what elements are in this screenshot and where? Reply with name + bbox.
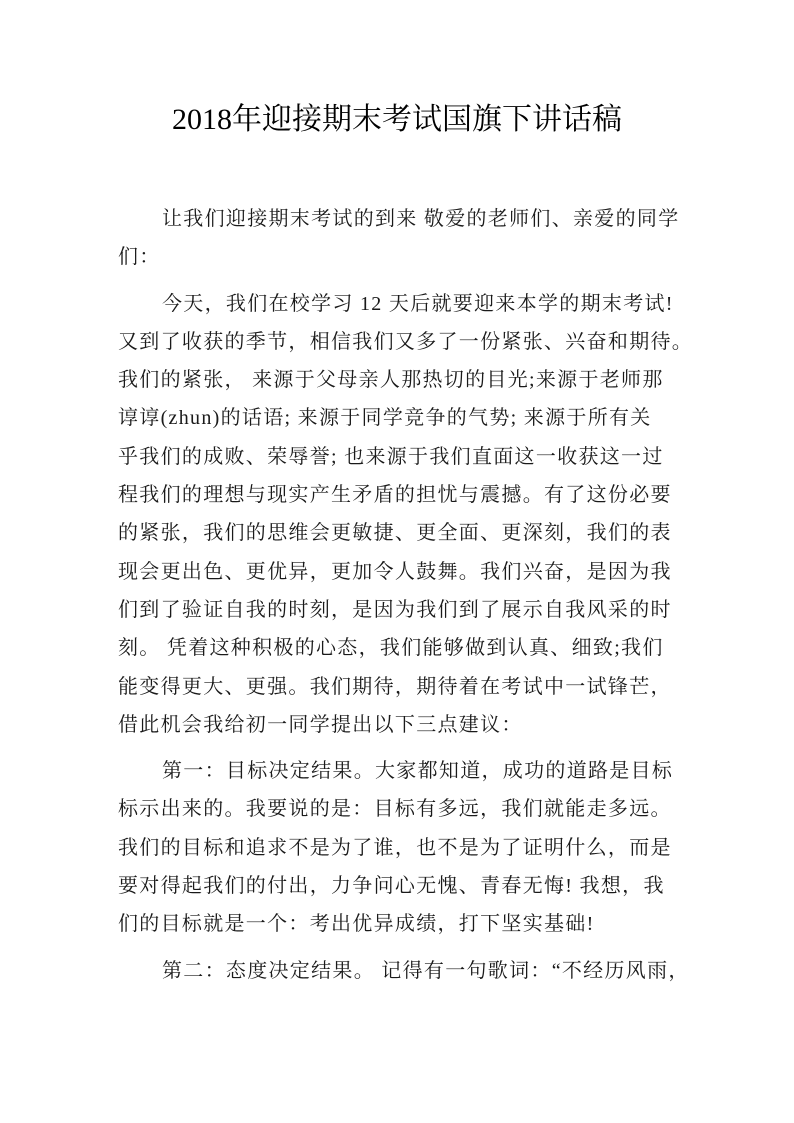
text-line: 的紧张，我们的思维会更敏捷、更全面、更深刻，我们的表 [118, 522, 672, 545]
document-title: 2018年迎接期末考试国旗下讲话稿 [172, 103, 622, 136]
text-line: 们： [118, 246, 161, 269]
paragraph-spacing [118, 277, 680, 285]
paragraph-suggestion-1 [118, 752, 680, 943]
paragraph-spacing [118, 744, 680, 752]
text-line: 要对得起我们的付出，力争问心无愧、青春无悔! 我想，我 [118, 875, 665, 898]
text-line: 让我们迎接期末考试的到来 敬爱的老师们、亲爱的同学 [162, 208, 680, 230]
text-line: 们的目标就是一个：考出优异成绩，打下坚实基础! [118, 913, 595, 936]
text-line: 标示出来的。我要说的是：目标有多远，我们就能走多远。 [118, 798, 672, 821]
paragraph-suggestion-2 [118, 952, 690, 990]
text-line: 又到了收获的季节，相信我们又多了一份紧张、兴奋和期待。 [118, 330, 694, 353]
text-line: 第二：态度决定结果。 记得有一句歌词：“不经历风雨， [162, 959, 690, 982]
text-line: 我们的目标和追求不是为了谁，也不是为了证明什么，而是 [118, 836, 672, 859]
text-line: 乎我们的成败、荣辱誉; 也来源于我们直面这一收获这一过 [118, 445, 664, 468]
text-line: 刻。 凭着这种积极的心态，我们能够做到认真、细致;我们 [118, 637, 664, 660]
text-line: 第一：目标决定结果。大家都知道，成功的道路是目标 [162, 760, 674, 783]
text-line: 能变得更大、更强。我们期待，期待着在考试中一试锋芒， [118, 675, 672, 698]
text-line: 们到了验证自我的时刻，是因为我们到了展示自我风采的时 [118, 598, 672, 621]
text-line: 程我们的理想与现实产生矛盾的担忧与震撼。有了这份必要 [118, 484, 672, 507]
text-line: 今天，我们在校学习 12 天后就要迎来本学的期末考试! [162, 292, 674, 315]
text-line: 借此机会我给初一同学提出以下三点建议： [118, 713, 523, 736]
paragraph-exam-intro [118, 285, 694, 745]
document-body [118, 200, 694, 990]
text-line: 谆谆(zhun)的话语; 来源于同学竞争的气势; 来源于所有关 [118, 407, 652, 430]
text-line: 现会更出色、更优异，更加令人鼓舞。我们兴奋，是因为我 [118, 560, 672, 583]
text-line: 我们的紧张， 来源于父母亲人那热切的目光;来源于老师那 [118, 369, 664, 392]
paragraph-salutation [118, 200, 680, 277]
paragraph-spacing [118, 944, 680, 952]
